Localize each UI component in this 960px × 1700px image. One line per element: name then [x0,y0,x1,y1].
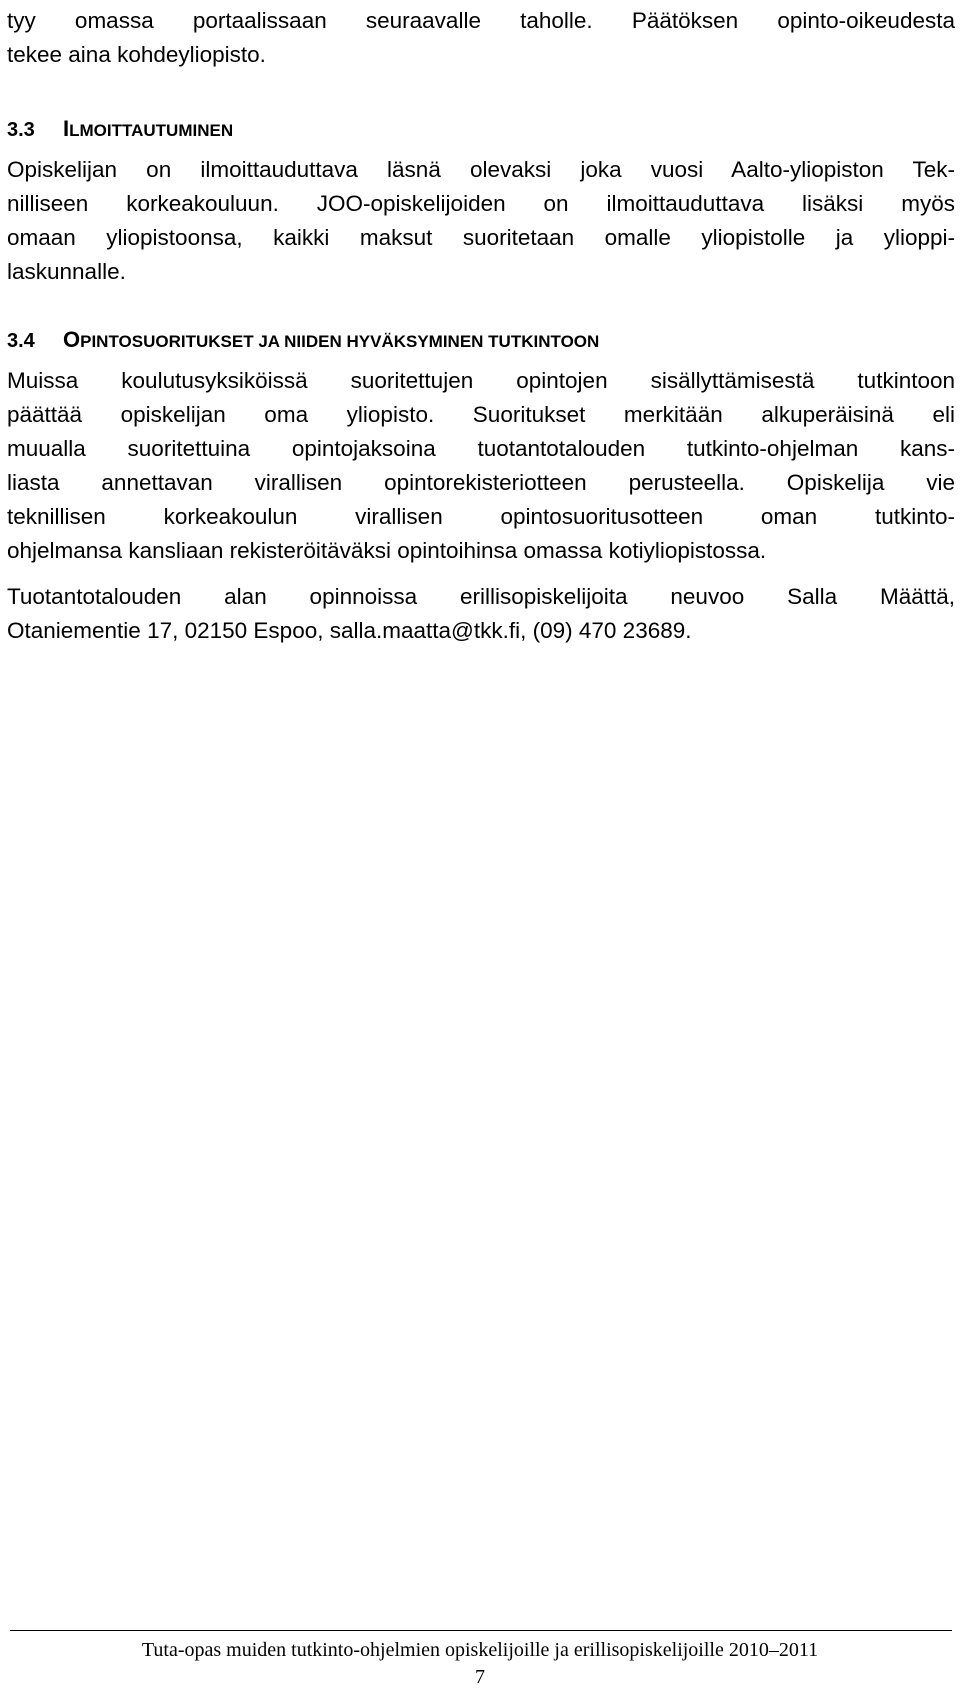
section-3-4-p1-line-5: teknillisen korkeakoulun virallisen opintosuoritusotteen oman tutkinto- [7,504,955,529]
section-3-3-line-1: Opiskelijan on ilmoittauduttava läsnä olevaksi joka vuosi Aalto-yliopiston Tek- [7,157,955,182]
footer-divider [10,1630,952,1631]
section-3-3-title-rest: LMOITTAUTUMINEN [69,121,234,140]
section-3-3-heading [7,114,233,146]
section-3-4-p1-line-1: Muissa koulutusyksiköissä suoritettujen opintojen sisällyttämisestä tutkintoon [7,368,955,393]
section-3-4-title-initial: O [63,327,81,352]
intro-paragraph [7,4,955,72]
section-3-4-p1-line-3: muualla suoritettuina opintojaksoina tuotantotalouden tutkinto-ohjelman kans- [7,436,955,461]
section-3-3-title-initial: I [63,116,70,141]
section-3-3-number: 3.3 [7,119,35,141]
section-3-4-title-rest: PINTOSUORITUKSET JA NIIDEN HYVÄKSYMINEN TUTKINTOON [80,332,600,351]
section-3-3-line-2: nilliseen korkeakouluun. JOO-opiskelijoiden on ilmoittauduttava lisäksi myös [7,191,955,216]
section-3-4-heading [7,325,599,357]
intro-line-2: tekee aina kohdeyliopisto. [7,42,266,67]
section-3-4-p1-line-6: ohjelmansa kansliaan rekisteröitäväksi opintoihinsa omassa kotiyliopistossa. [7,538,767,563]
section-3-4-p1-line-2: päättää opiskelijan oma yliopisto. Suoritukset merkitään alkuperäisinä eli [7,402,955,427]
section-3-4-paragraph-1 [7,364,955,568]
section-3-3-line-4: laskunnalle. [7,259,126,284]
page-number: 7 [475,1666,485,1688]
section-3-4-p2-line-1: Tuotantotalouden alan opinnoissa erillisopiskelijoita neuvoo Salla Määttä, [7,584,955,609]
footer-title: Tuta-opas muiden tutkinto-ohjelmien opiskelijoille ja erillisopiskelijoille 2010–2011 [141,1639,819,1661]
section-3-4-number: 3.4 [7,330,35,352]
section-3-4-p2-line-2: Otaniementie 17, 02150 Espoo, salla.maatta@tkk.fi, (09) 470 23689. [7,618,692,643]
section-3-4-p1-line-4: liasta annettavan virallisen opintorekisteriotteen perusteella. Opiskelija vie [7,470,955,495]
section-3-4-paragraph-2 [7,580,955,648]
intro-line-1: tyy omassa portaalissaan seuraavalle taholle. Päätöksen opinto-oikeudesta [7,8,955,33]
section-3-3-paragraph [7,153,955,289]
section-3-3-line-3: omaan yliopistoonsa, kaikki maksut suoritetaan omalle yliopistolle ja ylioppi- [7,225,955,250]
